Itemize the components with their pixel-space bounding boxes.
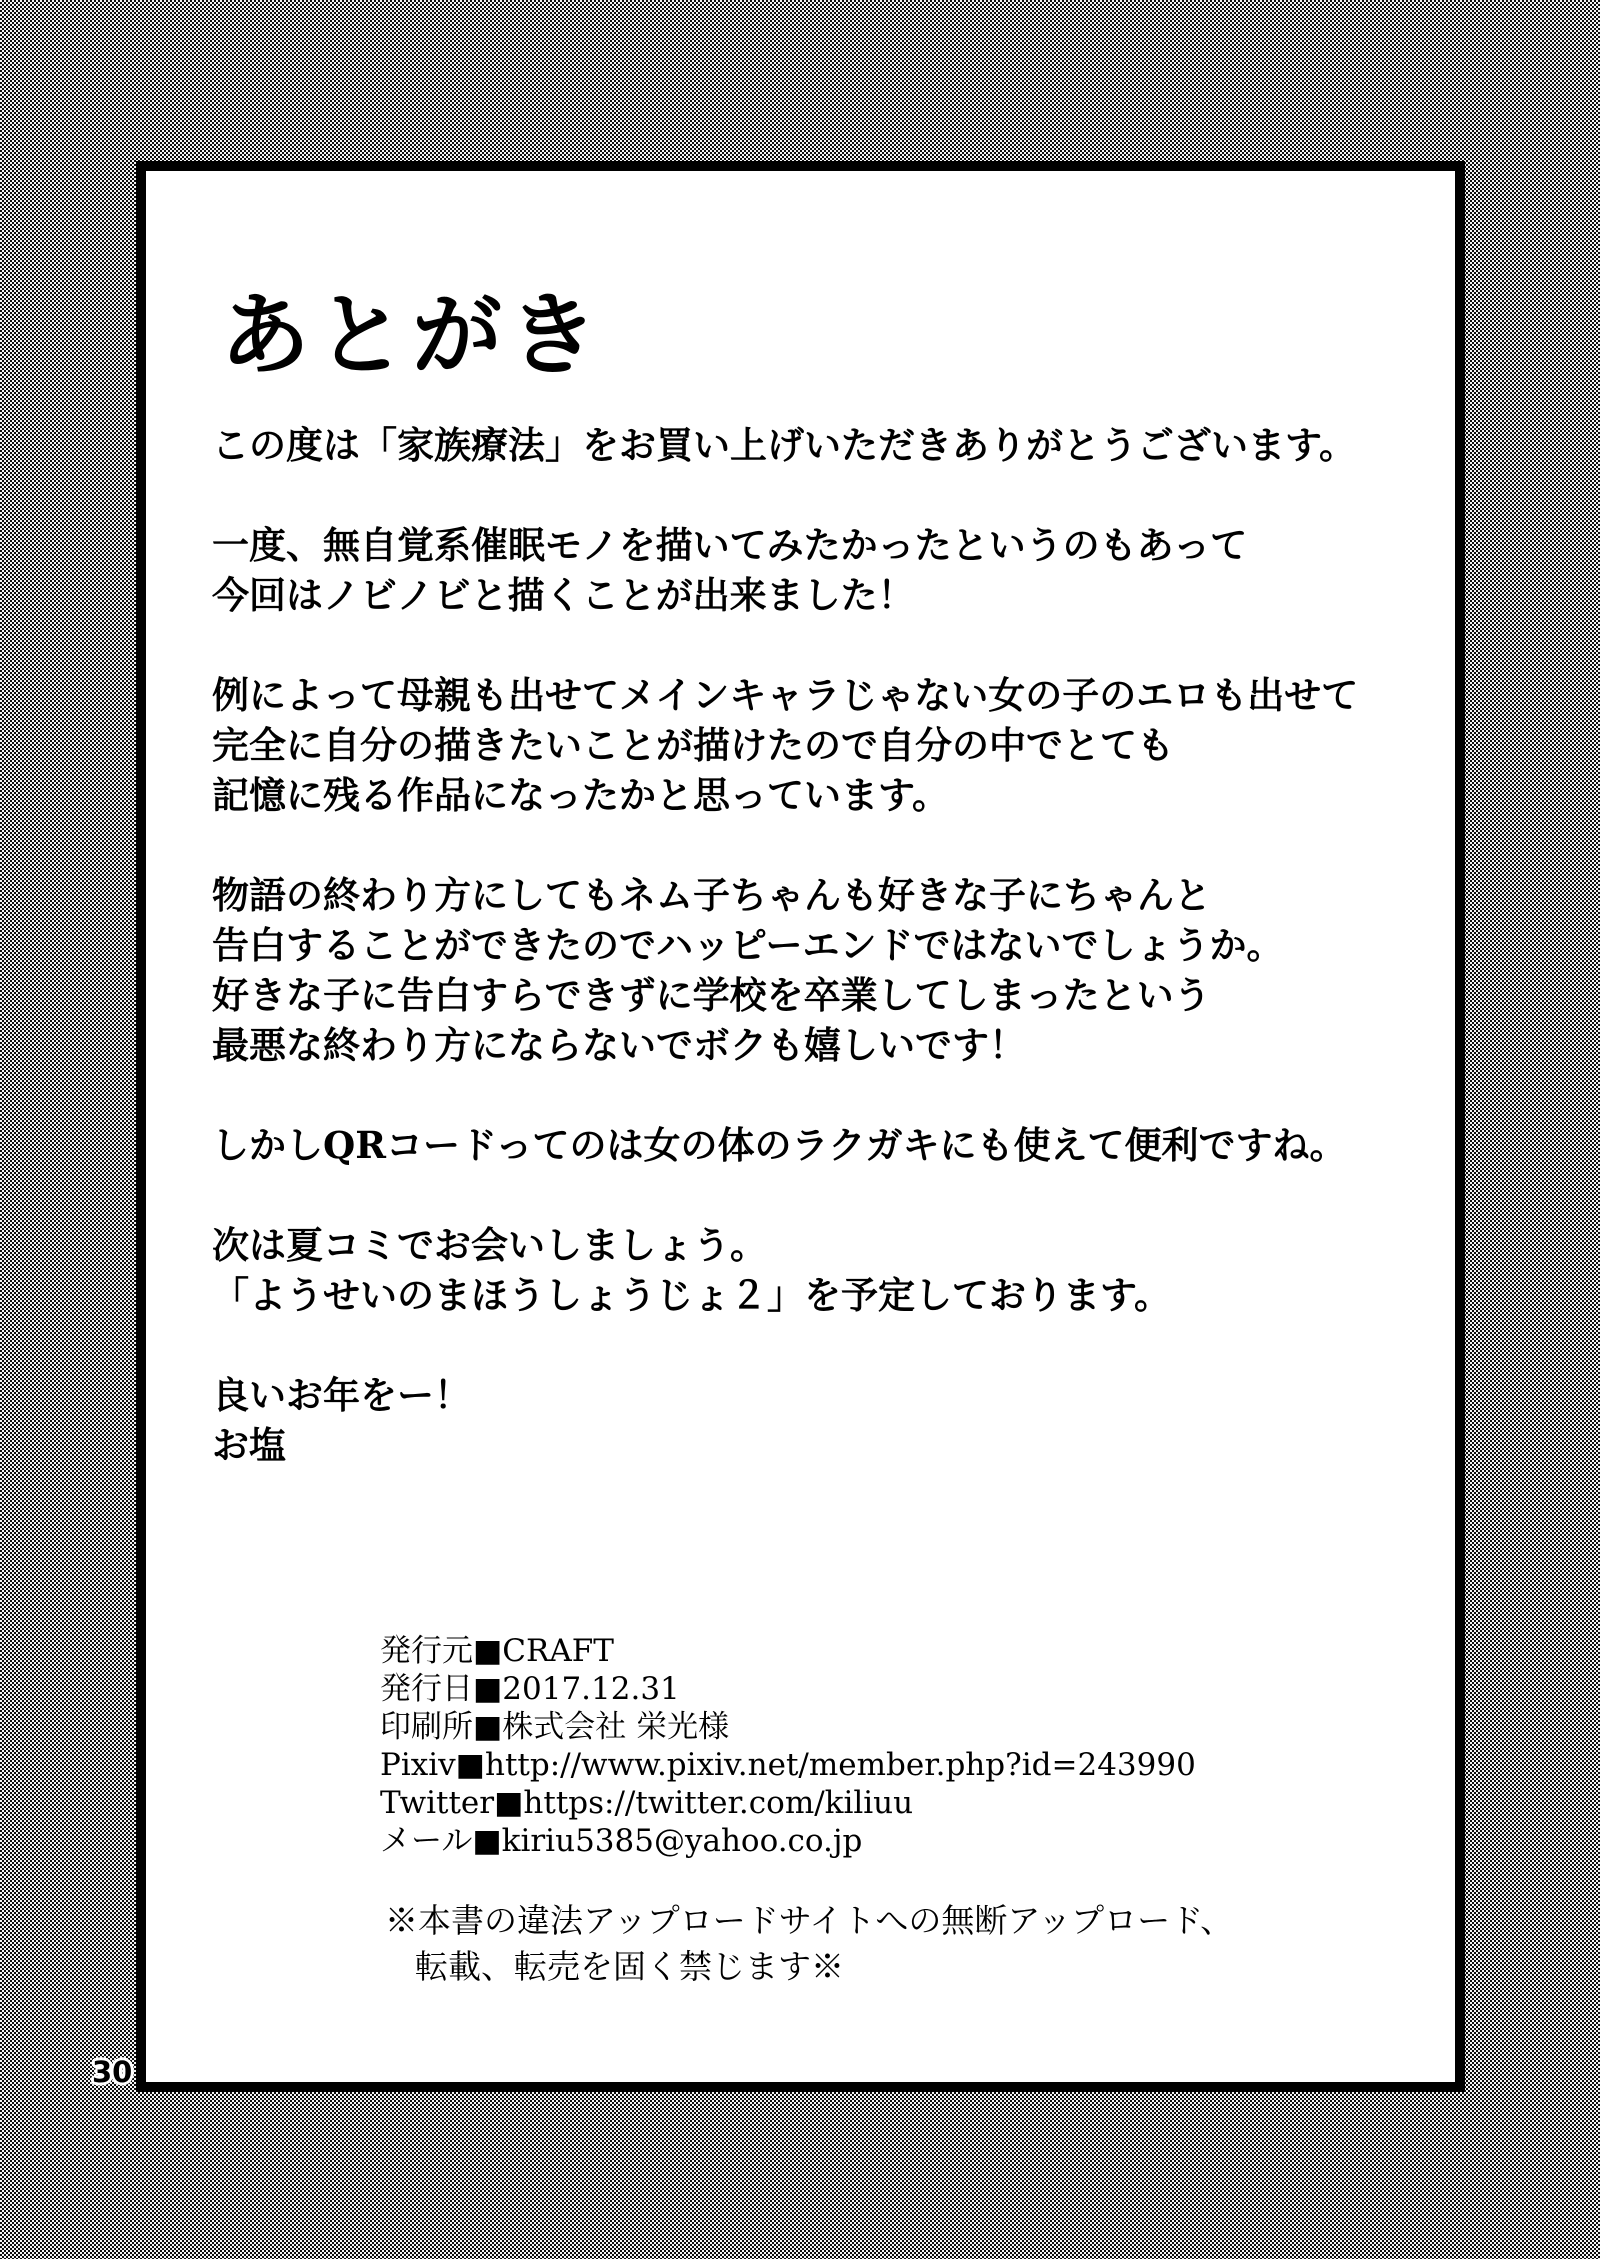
publish-date-line: 発行日■2017.12.31 — [380, 1671, 680, 1707]
copyright-warning — [385, 1898, 1233, 1990]
body-line: 告白することができたのでハッピーエンドではないでしょうか。 — [212, 923, 1284, 967]
body-line: しかしQRコードってのは女の体のラクガキにも使えて便利ですね。 — [212, 1123, 1347, 1167]
paragraph — [212, 420, 1402, 470]
warning-line: 転載、転売を固く禁じます※ — [415, 1947, 844, 1986]
body-line: 完全に自分の描きたいことが描けたので自分の中でとても — [212, 723, 1174, 767]
paragraph — [212, 670, 1402, 820]
body-line: 好きな子に告白すらできずに学校を卒業してしまったという — [212, 973, 1211, 1017]
paragraph-signoff — [212, 1370, 1402, 1470]
body-line: 良いお年をー！ — [212, 1373, 471, 1417]
page-number: 30 — [92, 2055, 133, 2089]
paragraph — [212, 1120, 1402, 1170]
email-line: メール■kiriu5385@yahoo.co.jp — [380, 1823, 863, 1859]
author-name: お塩 — [212, 1423, 286, 1467]
paragraph — [212, 870, 1402, 1070]
body-line: この度は「家族療法」をお買い上げいただきありがとうございます。 — [212, 423, 1357, 467]
printer-line: 印刷所■株式会社 栄光様 — [380, 1709, 730, 1745]
body-line: 次は夏コミでお会いしましょう。 — [212, 1223, 767, 1267]
warning-line: ※本書の違法アップロードサイトへの無断アップロード、 — [385, 1901, 1234, 1940]
paragraph — [212, 1220, 1402, 1320]
twitter-url-line: Twitter■https://twitter.com/kiliuu — [380, 1785, 914, 1821]
body-line: 今回はノビノビと描くことが出来ました！ — [212, 573, 915, 617]
body-line: 物語の終わり方にしてもネム子ちゃんも好きな子にちゃんと — [212, 873, 1211, 917]
body-line: 例によって母親も出せてメインキャラじゃない女の子のエロも出せて — [212, 673, 1359, 717]
body-line: 「ようせいのまほうしょうじょ２」を予定しております。 — [212, 1273, 1172, 1317]
publisher-line: 発行元■CRAFT — [380, 1633, 614, 1669]
page-title: あとがき — [220, 282, 604, 388]
afterword-body — [212, 420, 1402, 1520]
body-line: 記憶に残る作品になったかと思っています。 — [212, 773, 950, 817]
paragraph — [212, 520, 1402, 620]
colophon-block — [380, 1632, 1196, 1860]
pixiv-url-line: Pixiv■http://www.pixiv.net/member.php?id=243990 — [380, 1747, 1196, 1783]
body-line: 最悪な終わり方にならないでボクも嬉しいです！ — [212, 1023, 1026, 1067]
body-line: 一度、無自覚系催眠モノを描いてみたかったというのもあって — [212, 523, 1248, 567]
